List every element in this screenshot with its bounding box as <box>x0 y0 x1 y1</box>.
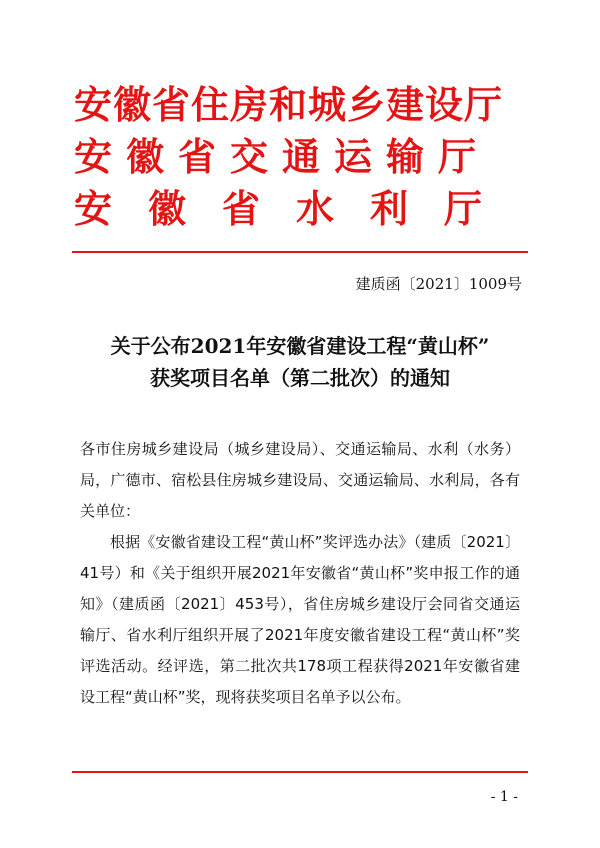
title-line-1: 关于公布2021年安徽省建设工程“黄山杯” <box>110 334 490 358</box>
page-number: - 1 - <box>490 789 518 805</box>
body-paragraph-1: 根据《安徽省建设工程“黄山杯”奖评选办法》（建质〔2021〕41号）和《关于组织开展2021年安徽省“黄山杯”奖申报工作的通知》（建质函〔2021〕453号），省住房城乡建设厅会同省交通运输厅、省水利厅组织开展了2021年度安徽省建设工程“黄山杯”奖评选活动。经评选，第二批次共178项工程获得2021年安徽省建设工程“黄山杯”奖，现将获奖项目名单予以公布。 <box>80 533 520 706</box>
issuing-org-transport: 安徽省交通运输厅 <box>74 135 491 179</box>
issuing-org-water: 安徽省水利厅 <box>74 187 519 231</box>
document-body <box>80 434 520 713</box>
document-title <box>72 330 528 394</box>
addressee-paragraph: 各市住房城乡建设局（城乡建设局）、交通运输局、水利（水务）局，广德市、宿松县住房城乡建设局、交通运输局、水利局，各有关单位： <box>80 440 520 520</box>
document-number: 建质函〔2021〕1009号 <box>355 275 522 293</box>
title-line-2: 获奖项目名单（第二批次）的通知 <box>150 366 450 390</box>
header-divider <box>72 251 528 253</box>
issuing-org-housing: 安徽省住房和城乡建设厅 <box>74 83 504 127</box>
footer-divider <box>72 771 528 773</box>
